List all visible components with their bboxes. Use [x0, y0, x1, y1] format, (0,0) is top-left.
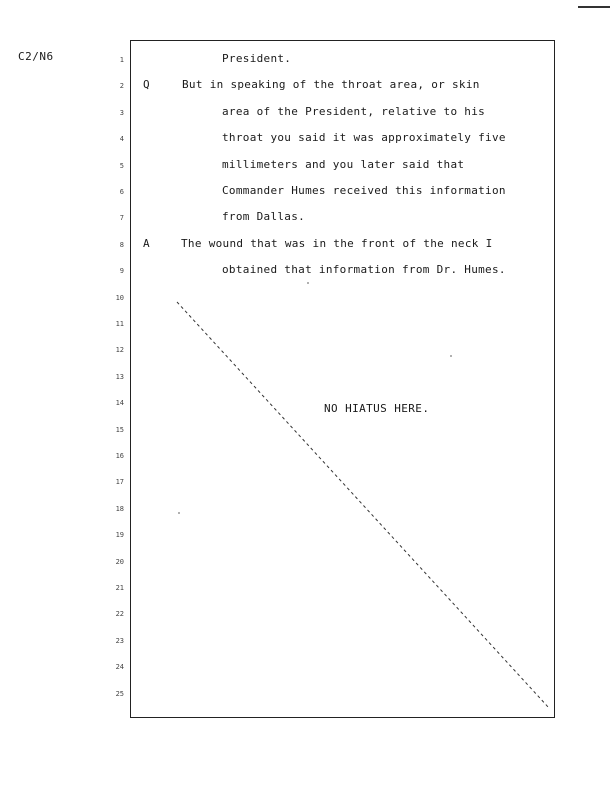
page-identifier: C2/N6: [18, 50, 54, 63]
line-number: 8: [119, 240, 124, 249]
line-number: 10: [115, 293, 124, 302]
line-number: 2: [119, 82, 124, 91]
transcript-line: millimeters and you later said that: [222, 157, 465, 171]
line-number: 17: [115, 478, 124, 487]
transcript-line: from Dallas.: [222, 210, 306, 224]
line-number: 1: [119, 56, 124, 64]
no-hiatus-note: NO HIATUS HERE.: [324, 402, 430, 415]
transcript-line: throat you said it was approximately five: [222, 131, 506, 145]
scan-speck: [178, 512, 180, 514]
line-number: 23: [115, 636, 124, 645]
transcript-line: President.: [222, 52, 292, 65]
line-number: 11: [115, 320, 124, 328]
line-number: 18: [115, 504, 124, 513]
transcript-line: obtained that information from Dr. Humes.: [222, 263, 506, 277]
line-number: 19: [115, 531, 124, 540]
line-number: 4: [119, 135, 124, 144]
line-number: 7: [119, 214, 124, 223]
transcript-line: But in speaking of the throat area, or skin: [182, 78, 480, 92]
transcript-line: Commander Humes received this information: [222, 184, 506, 197]
line-number: 13: [115, 372, 124, 381]
line-number: 9: [119, 267, 124, 276]
transcript-line: area of the President, relative to his: [222, 104, 486, 118]
line-number: 16: [115, 452, 124, 460]
line-number: 14: [115, 399, 124, 408]
line-number: 22: [115, 610, 124, 619]
scan-speck: [307, 282, 309, 284]
line-number: 12: [115, 346, 124, 355]
line-number: 15: [115, 425, 124, 434]
line-number: 24: [115, 663, 124, 672]
line-number: 21: [115, 584, 124, 592]
line-number: 25: [115, 689, 124, 698]
line-number: 20: [115, 557, 124, 566]
speaker-label: Q: [143, 78, 150, 92]
line-number: 5: [119, 161, 124, 170]
line-number: 6: [119, 188, 124, 196]
line-number: 3: [119, 108, 124, 117]
scan-speck: [450, 355, 452, 357]
transcript-line: The wound that was in the front of the neck I: [181, 236, 493, 250]
speaker-label: A: [143, 236, 150, 250]
